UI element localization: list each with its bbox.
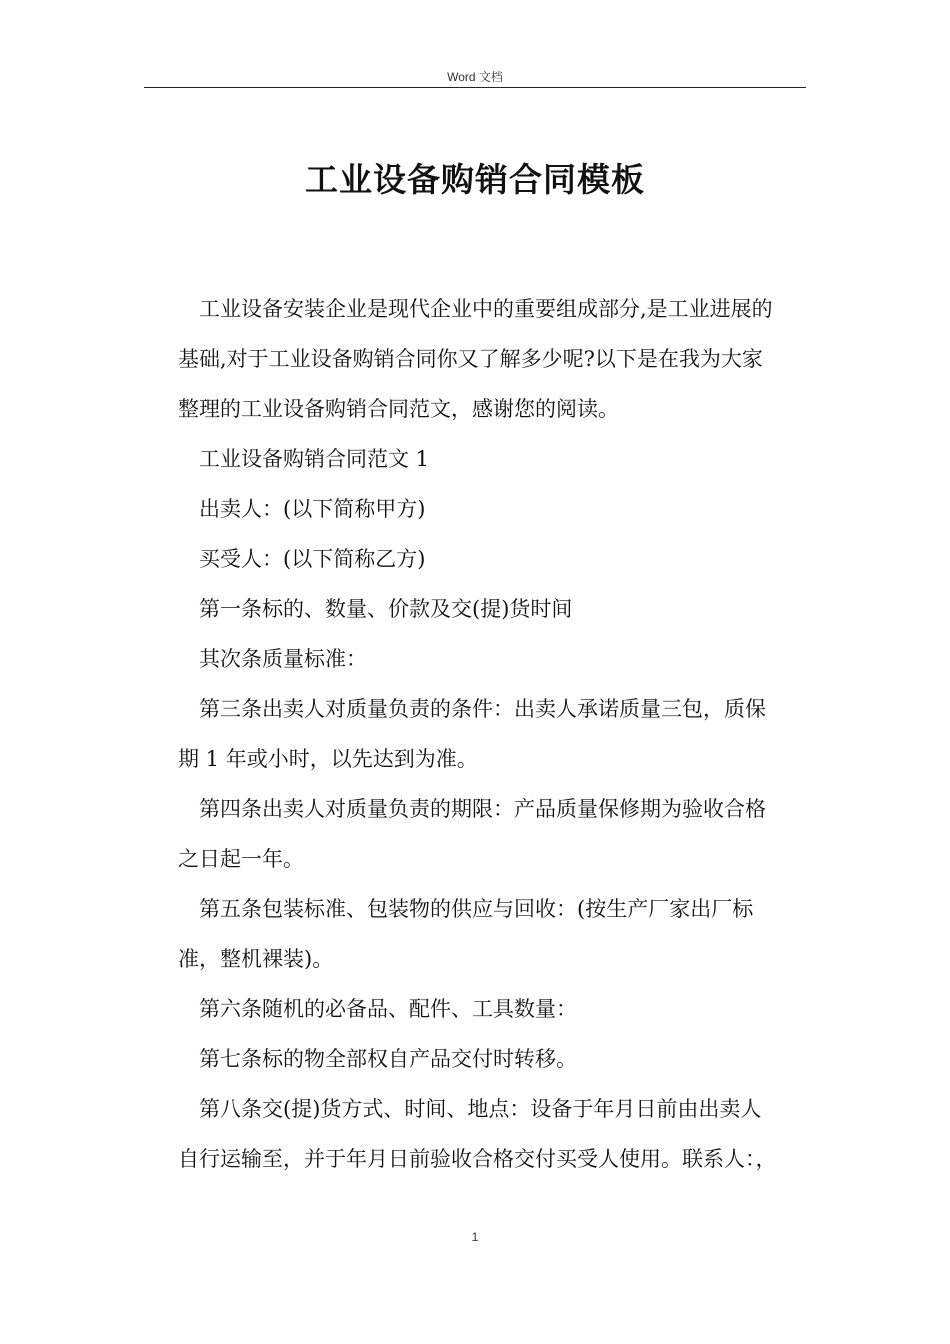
paragraph-line: 第四条出卖人对质量负责的期限：产品质量保修期为验收合格 [199,797,766,821]
header-divider [144,87,806,88]
paragraph-line: 基础,对于工业设备购销合同你又了解多少呢?以下是在我为大家 [178,347,763,371]
page-header: Word 文档 [447,70,503,84]
paragraph-line: 其次条质量标准： [199,647,367,671]
paragraph [178,1084,810,1184]
paragraph-line: 第七条标的物全部权自产品交付时转移。 [199,1047,577,1071]
paragraph [178,534,810,584]
paragraph [178,434,810,484]
paragraph-line: 买受人：(以下简称乙方) [199,547,426,571]
paragraph-line: 之日起一年。 [178,847,304,871]
paragraph [178,634,810,684]
paragraph [178,884,810,984]
document-title: 工业设备购销合同模板 [305,160,645,199]
paragraph [178,1034,810,1084]
paragraph-line: 工业设备安装企业是现代企业中的重要组成部分,是工业进展的 [199,297,773,321]
paragraph [178,584,810,634]
paragraph-line: 第八条交(提)货方式、时间、地点：设备于年月日前由出卖人 [199,1097,762,1121]
paragraph-line: 期 1 年或小时，以先达到为准。 [178,747,478,771]
paragraph-line: 自行运输至，并于年月日前验收合格交付买受人使用。联系人：， [178,1147,777,1171]
document-body [178,284,810,1184]
paragraph [178,984,810,1034]
paragraph [178,484,810,534]
paragraph [178,784,810,884]
paragraph-line: 第三条出卖人对质量负责的条件：出卖人承诺质量三包，质保 [199,697,766,721]
paragraph-line: 准，整机裸装)。 [178,947,334,971]
paragraph-line: 出卖人：(以下简称甲方) [199,497,426,521]
paragraph-line: 第一条标的、数量、价款及交(提)货时间 [199,597,573,621]
paragraph [178,284,810,434]
paragraph [178,684,810,784]
page-number: 1 [471,1230,479,1244]
paragraph-line: 第五条包装标准、包装物的供应与回收：(按生产厂家出厂标 [199,897,754,921]
paragraph-line: 工业设备购销合同范文 1 [199,447,430,471]
paragraph-line: 第六条随机的必备品、配件、工具数量： [199,997,577,1021]
paragraph-line: 整理的工业设备购销合同范文，感谢您的阅读。 [178,397,619,421]
